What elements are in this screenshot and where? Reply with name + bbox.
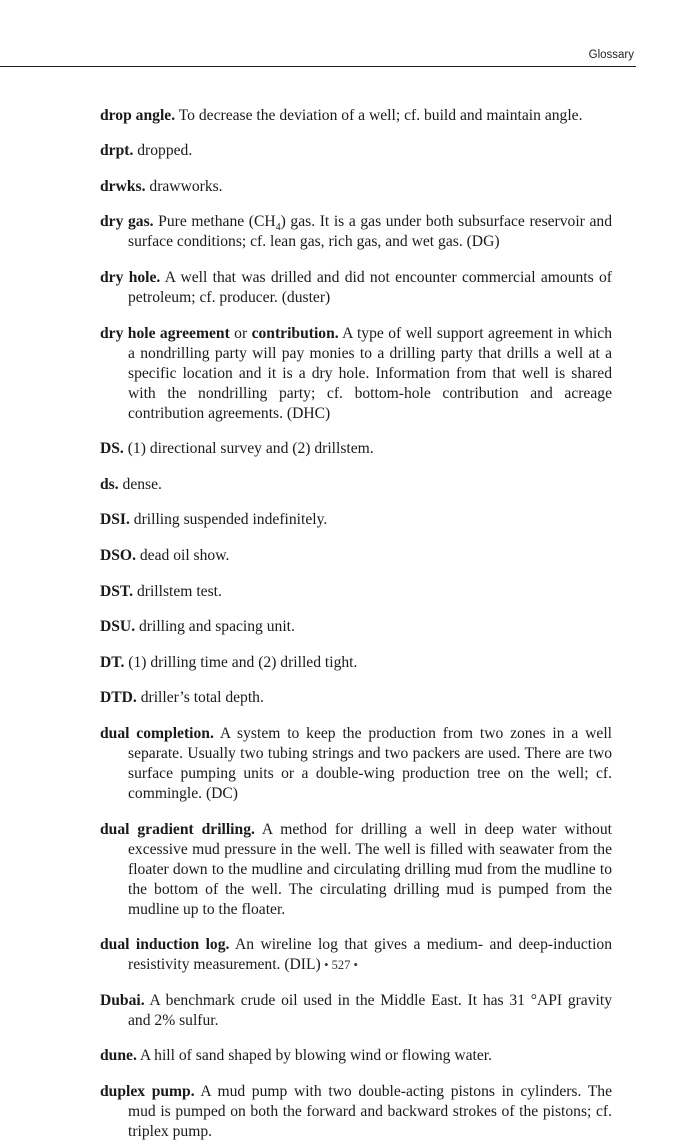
entry-term: drpt.: [100, 142, 134, 160]
entry-definition: An wireline log that gives a medium- and deep-induction resistivity measurement. (DIL): [128, 936, 612, 974]
entry-term: drop angle.: [100, 106, 176, 124]
glossary-entry: [100, 688, 612, 708]
glossary-entry: [100, 991, 612, 1031]
header-rule: [0, 66, 636, 67]
entry-definition: dropped.: [133, 142, 193, 160]
subscript: 4: [275, 222, 281, 234]
entry-definition: A type of well support agreement in which a nondrilling party will pay monies to a drilling party that drills a well at a specific location and it is a dry hole. Information from that well is shared with the nondrilling party; cf. bottom-hole contribution and acreage contribution agreements. (DHC): [128, 324, 612, 422]
entry-definition: drillstem test.: [133, 582, 222, 600]
entry-term: dry gas.: [100, 213, 154, 231]
page-number: • 527 •: [324, 958, 358, 972]
glossary-entries: [100, 90, 612, 1147]
entry-definition: dense.: [118, 475, 162, 493]
entry-term: dry hole agreement: [100, 324, 230, 342]
glossary-entry: [100, 439, 612, 459]
glossary-entry: [100, 324, 612, 424]
entry-term: dual completion.: [100, 724, 214, 742]
glossary-entry: [100, 582, 612, 602]
entry-definition: A method for drilling a well in deep water without excessive mud pressure in the well. The well is filled with seawater from the floater down to the mudline and circulating drilling mud from the mudline to the bottom of the well. The circulating drilling mud is pumped from the mudline up to the floater.: [128, 820, 612, 918]
glossary-entry: [100, 177, 612, 197]
entry-definition: A benchmark crude oil used in the Middle East. It has 31 °API gravity and 2% sulfur.: [128, 991, 612, 1029]
entry-definition: To decrease the deviation of a well; cf. build and maintain angle.: [175, 106, 583, 124]
glossary-entry: [100, 1082, 612, 1142]
glossary-entry: [100, 106, 612, 126]
entry-definition: A mud pump with two double-acting pistons in cylinders. The mud is pumped on both the forward and backward strokes of the pistons; cf. triplex pump.: [128, 1082, 612, 1140]
entry-definition: drawworks.: [145, 177, 223, 195]
entry-definition: (1) directional survey and (2) drillstem.: [123, 440, 374, 458]
entry-term: duplex pump.: [100, 1082, 195, 1100]
running-header: Glossary: [588, 49, 634, 61]
entry-term: DS.: [100, 440, 124, 458]
entry-term: ds.: [100, 475, 119, 493]
entry-definition: A system to keep the production from two zones in a well separate. Usually two tubing strings and two packers are used. There are two surface pumping units or a double-wing production tree on the well; cf. commingle. (DC): [128, 724, 612, 802]
entry-term: DSI.: [100, 511, 130, 529]
entry-definition: dead oil show.: [135, 546, 230, 564]
glossary-entry: [100, 268, 612, 308]
glossary-entry: [100, 617, 612, 637]
entry-term: dual induction log.: [100, 936, 230, 954]
entry-term: DSO.: [100, 546, 136, 564]
glossary-entry: [100, 141, 612, 161]
entry-term: DSU.: [100, 618, 136, 636]
entry-definition-cont: ) gas. It is a gas under both subsurface reservoir and surface conditions; cf. lean gas, rich gas, and wet gas. (DG): [128, 213, 612, 251]
entry-definition: (1) drilling time and (2) drilled tight.: [124, 653, 358, 671]
entry-definition: drilling and spacing unit.: [135, 618, 295, 636]
entry-term: Dubai.: [100, 991, 145, 1009]
glossary-entry: [100, 212, 612, 252]
entry-term: DT.: [100, 653, 125, 671]
glossary-entry: [100, 820, 612, 920]
glossary-entry: [100, 1046, 612, 1066]
glossary-entry: [100, 653, 612, 673]
entry-term-alt: contribution.: [251, 324, 339, 342]
glossary-entry: [100, 546, 612, 566]
entry-definition: Pure methane (CH: [153, 213, 276, 231]
entry-term: DST.: [100, 582, 134, 600]
entry-term: dual gradient drilling.: [100, 820, 255, 838]
entry-term: dune.: [100, 1047, 137, 1065]
entry-definition: drilling suspended indefinitely.: [129, 511, 328, 529]
glossary-entry: [100, 724, 612, 804]
entry-definition: A hill of sand shaped by blowing wind or flowing water.: [136, 1047, 492, 1065]
entry-connector: or: [229, 324, 252, 342]
glossary-entry: [100, 475, 612, 495]
entry-definition: A well that was drilled and did not encounter commercial amounts of petroleum; cf. producer. (duster): [128, 268, 612, 306]
entry-term: drwks.: [100, 177, 146, 195]
entry-definition: driller’s total depth.: [136, 689, 264, 707]
glossary-entry: [100, 510, 612, 530]
entry-term: DTD.: [100, 689, 137, 707]
entry-term: dry hole.: [100, 268, 161, 286]
